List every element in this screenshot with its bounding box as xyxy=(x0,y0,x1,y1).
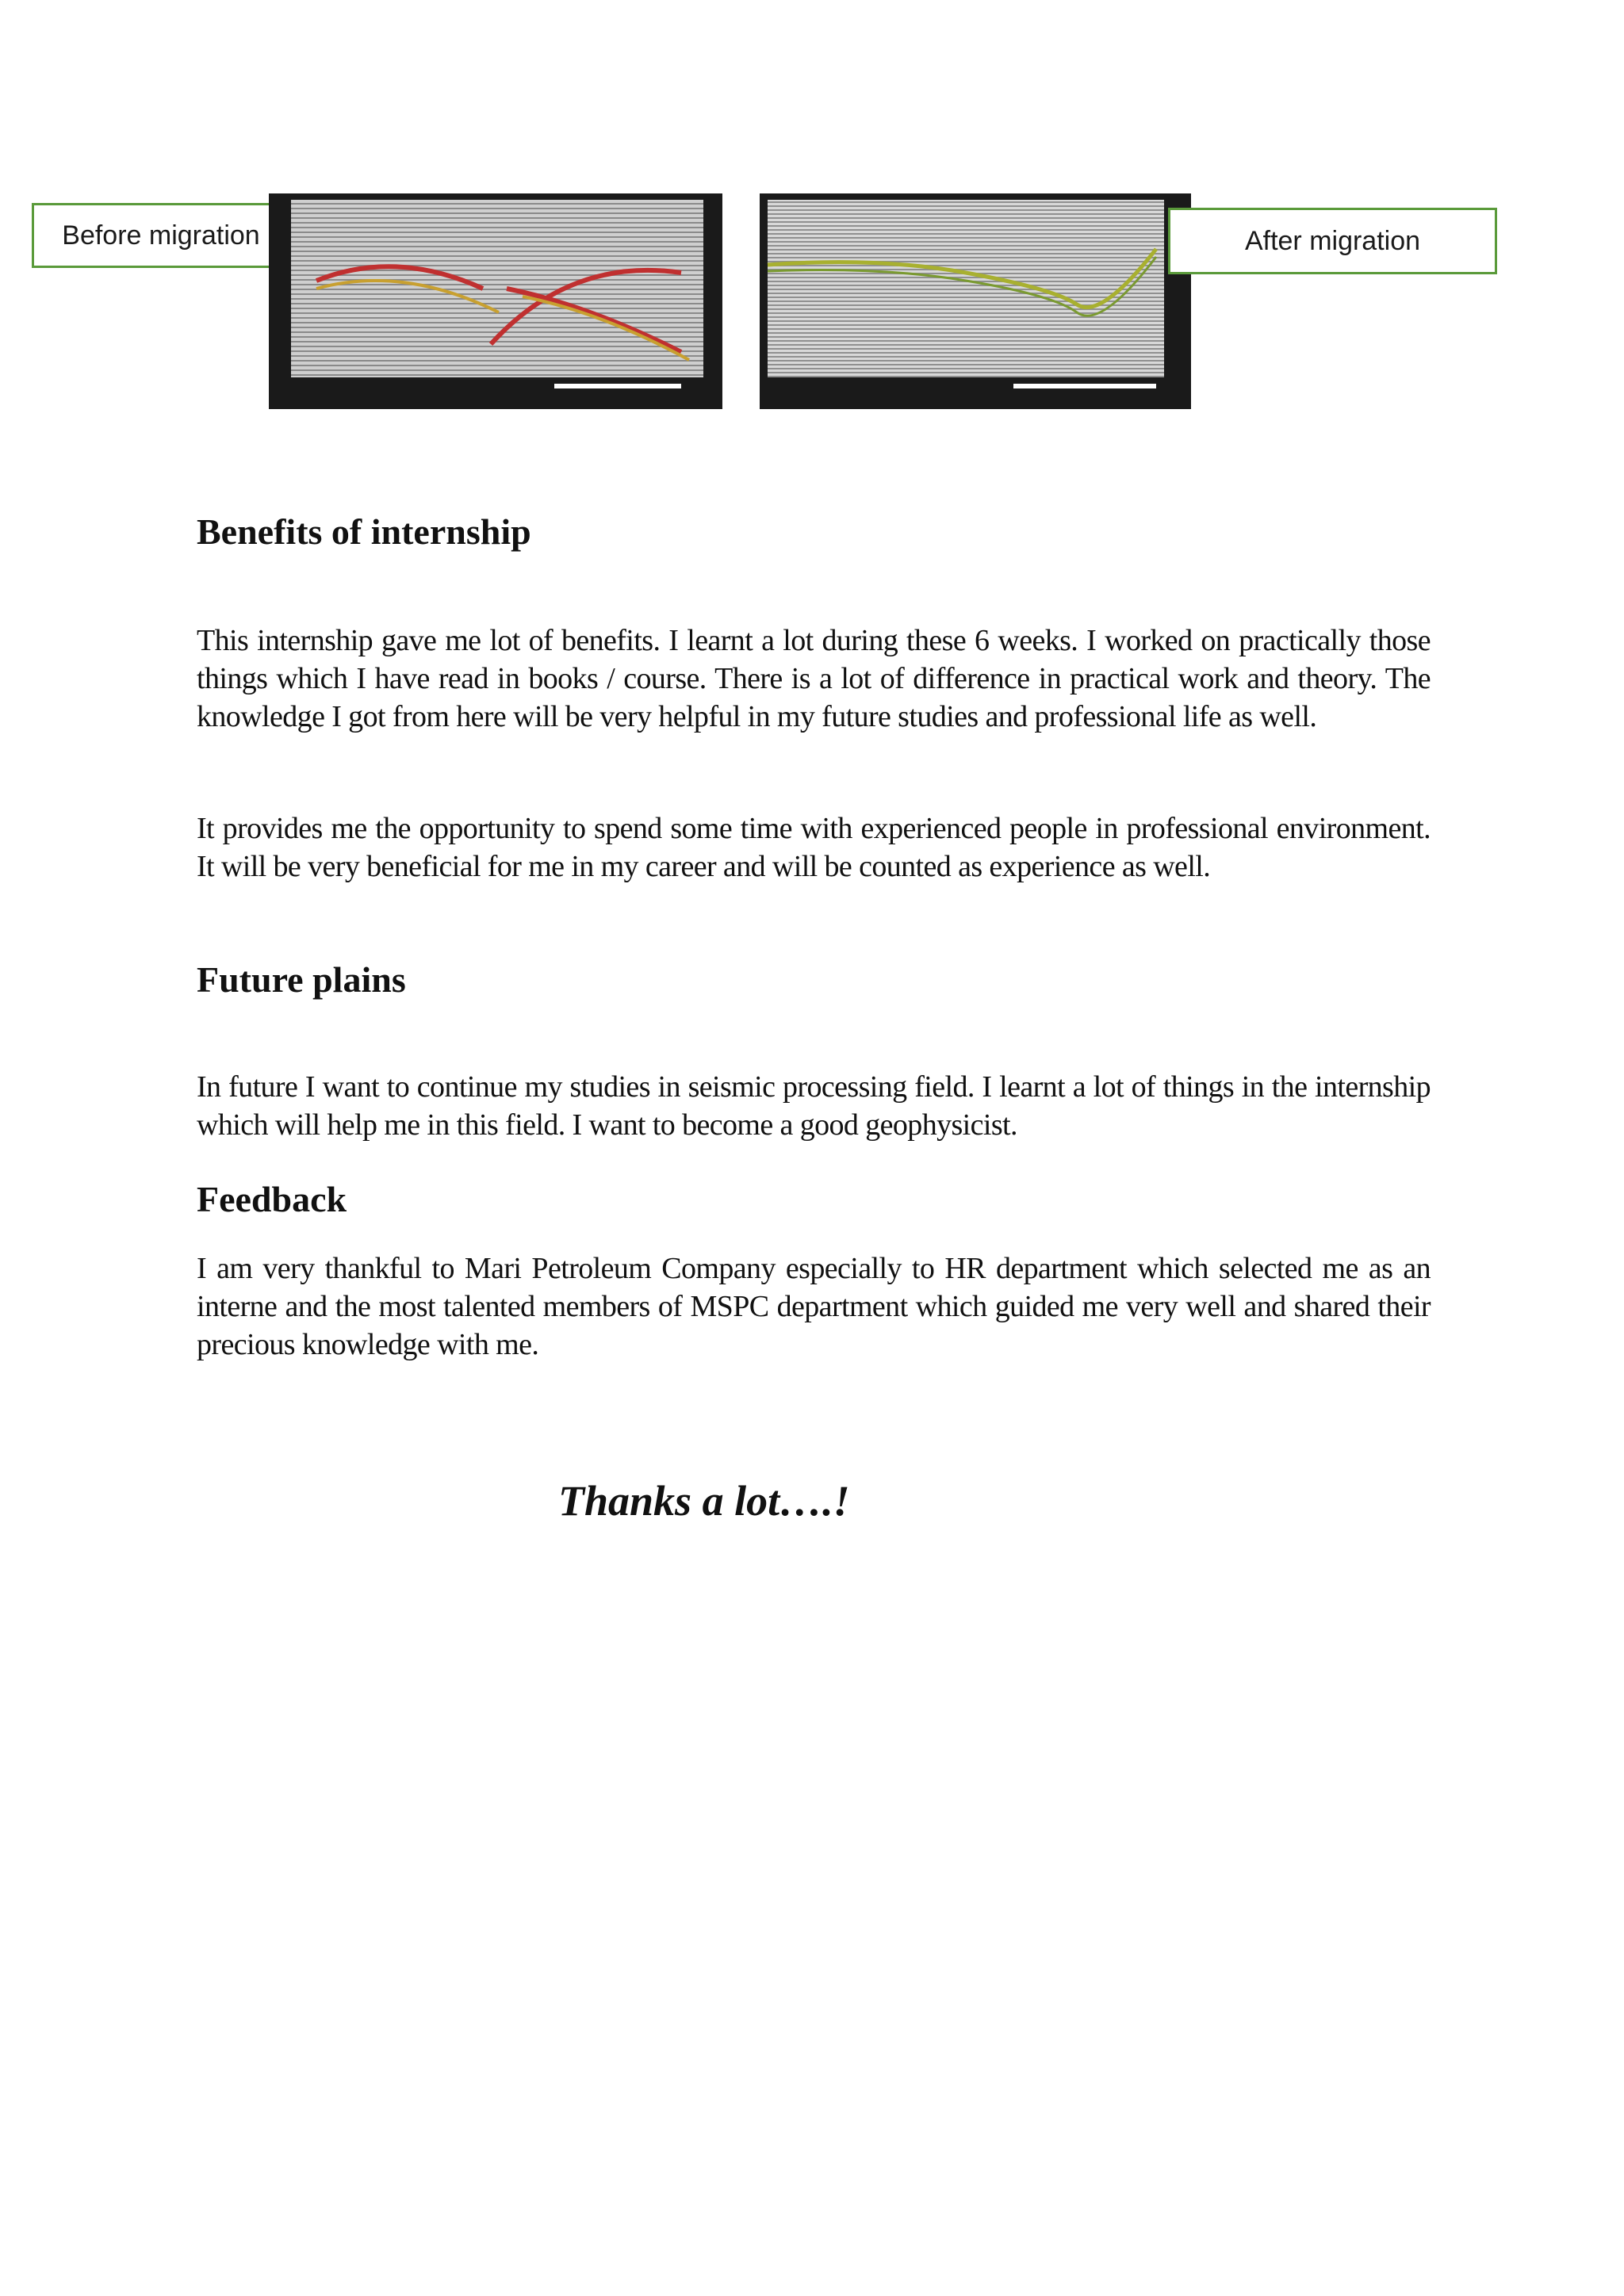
seismic-image-before-migration xyxy=(269,193,722,409)
future-plans-paragraph: In future I want to continue my studies in seismic processing field. I learnt a lot of things in the internship which will help me in this field. I want to become a good geophysicist. xyxy=(197,1070,1431,1142)
before-migration-label: Before migration xyxy=(32,203,290,268)
seismic-after-graphic xyxy=(760,193,1191,409)
feedback-paragraph: I am very thankful to Mari Petroleum Company especially to HR department which selected me as an interne and the most talented members of MSPC department which guided me very well and shared their precious knowledge with me. xyxy=(197,1252,1431,1361)
closing-thanks: Thanks a lot….! xyxy=(558,1477,850,1525)
benefits-heading: Benefits of internship xyxy=(197,511,531,552)
benefits-paragraph-2: It provides me the opportunity to spend some time with experienced people in professional environment. It will be very beneficial for me in my career and will be counted as experience as well. xyxy=(197,812,1431,883)
feedback-heading: Feedback xyxy=(197,1179,347,1219)
future-plans-heading: Future plains xyxy=(197,959,406,1000)
seismic-before-graphic xyxy=(269,193,722,409)
seismic-image-after-migration xyxy=(760,193,1191,409)
after-migration-label: After migration xyxy=(1168,208,1497,274)
benefits-paragraph-1: This internship gave me lot of benefits. I learnt a lot during these 6 weeks. I worked on practically those things which I have read in books / course. There is a lot of difference in practical work and theory. The knowledge I got from here will be very helpful in my future studies and professional life as well. xyxy=(197,624,1431,733)
